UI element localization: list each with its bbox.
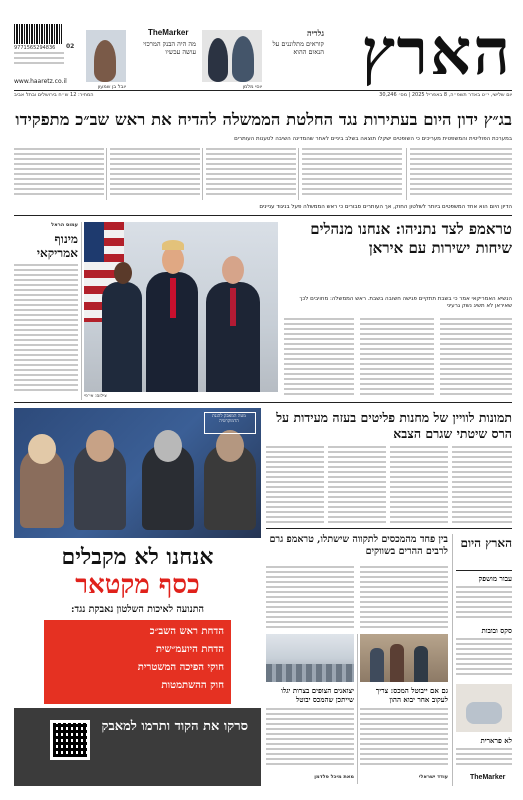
column-label: עמוס הראל [51,222,78,228]
advertisement[interactable] [14,408,261,786]
lead-subhead: במערכת הפוליטית והמשפטית מעריכים כי השופטים ישקלו תוצאה בשלב ביניים לאחר שהמדינה השיבה לטענות העותרים [234,136,512,142]
website[interactable]: www.haaretz.co.il [14,78,67,85]
sidebar-item3-title[interactable]: לא פרארית [480,736,512,745]
ad-cta[interactable]: סרקו את הקוד ותרמו למאבק [101,719,248,734]
masthead [0,0,523,98]
sidebar-item2-title[interactable]: סקס ובובות [481,626,512,635]
gaza-headline[interactable]: תמונות לוויין של מחנות פליטים בעזה מעידות על הרס שיטתי שגרם הצבא [276,410,512,441]
ad-bullet-1: הדחת ראש השב״כ [149,626,224,637]
sidebar-item1-title[interactable]: עבור מושפק [478,574,512,583]
lower-story-left[interactable]: יצואנים הצופים בצרות יגלו שייתכן שהמכס יבוטל [281,686,354,704]
ad-bullet-2: הדחת היועמ״שית [155,644,224,655]
promo-photo-1 [86,30,126,82]
themarker-promo-text[interactable]: מה היה הבנק המרכזי עושה עכשיו [143,40,196,56]
lower-headline[interactable]: בין פחד מהמכסים לתקווה שישתלו, טראמפ גרם לרבים ההרים בשווקים [269,534,448,557]
ad-bullet-4: חוק ההשתמטות [161,680,224,691]
lower-byline-right: עודד ישראלי [418,774,448,780]
ad-title-line1: אנחנו לא מקבלים [61,544,214,570]
lower-photo-right [360,634,448,682]
lower-byline-left: מאת מיכל פלדמן [314,774,354,780]
newspaper-logo: הארץ [361,15,512,90]
gallery-promo-text[interactable]: קוראים מתלוננים על הנאום ההוא [272,40,324,56]
lead-teaser[interactable]: הדיון היום הוא אחד המשפטים ביותר לשלטון החוק, אך העותרים סבורים כי ראש הממשלה פעל בניגוד עניינים [259,204,512,210]
trump-photo-caption: צילום: אי־פי [84,394,107,399]
sidebar-photo [456,684,512,732]
lead-headline[interactable]: בג״ץ ידון היום בעתירות נגד החלטת הממשלה להדיח את ראש שב״כ מתפקידו [15,110,512,129]
column-title[interactable]: מינוף אמריקאי [36,232,78,260]
promo-caption-2: יוסי מלמן [242,84,262,90]
promo-photo-2 [202,30,262,82]
issue-number: 02 [66,43,75,50]
lower-story-right[interactable]: גם אם ייבוטל המכס: צריך לעקוב אחר יבוא ההון [375,686,448,704]
trump-headline[interactable]: טראמפ לצד נתניהו: אנחנו מנהלים שיחות ישירות עם איראן [310,220,512,257]
sidebar-section-logo: הארץ היום [460,536,512,550]
ad-org-name: מטה המאבק להגנת הדמוקרטיה [212,414,246,424]
trump-netanyahu-photo [84,222,278,392]
price-line: המחיר: 12 ש״ח בירושלים ובתל אביב [14,92,94,98]
gallery-label: גלריה [306,28,324,38]
promo-caption-1: יובל בן שמעון [97,84,126,90]
barcode-number: 9771565294836 [14,45,56,51]
lower-photo-left [266,634,354,682]
sidebar-footer-brand: TheMarker [470,774,506,781]
dateline: יום שלישי, י״ט באדר תשפ״ה, 8 באפריל 2025 | מס׳ 30,246 [379,92,512,98]
ad-subtitle: התנועה לאיכות השלטון נאבקת נגד: [71,604,204,615]
ad-title-line2: כסף מקטאר [75,570,200,600]
ad-qr-code[interactable] [50,720,90,760]
ad-bullet-3: חוקי הפיכה המשטרית [137,662,224,673]
barcode [14,24,62,44]
themarker-label: TheMarker [148,28,189,37]
trump-subhead: הנשיא האמריקאי אמר כי בשבת תתקיים פגישה חשובה בשבת. ראש הממשלה: מחויבים לכך שאיראן לא תשיג נשק גרעיני [299,296,512,309]
